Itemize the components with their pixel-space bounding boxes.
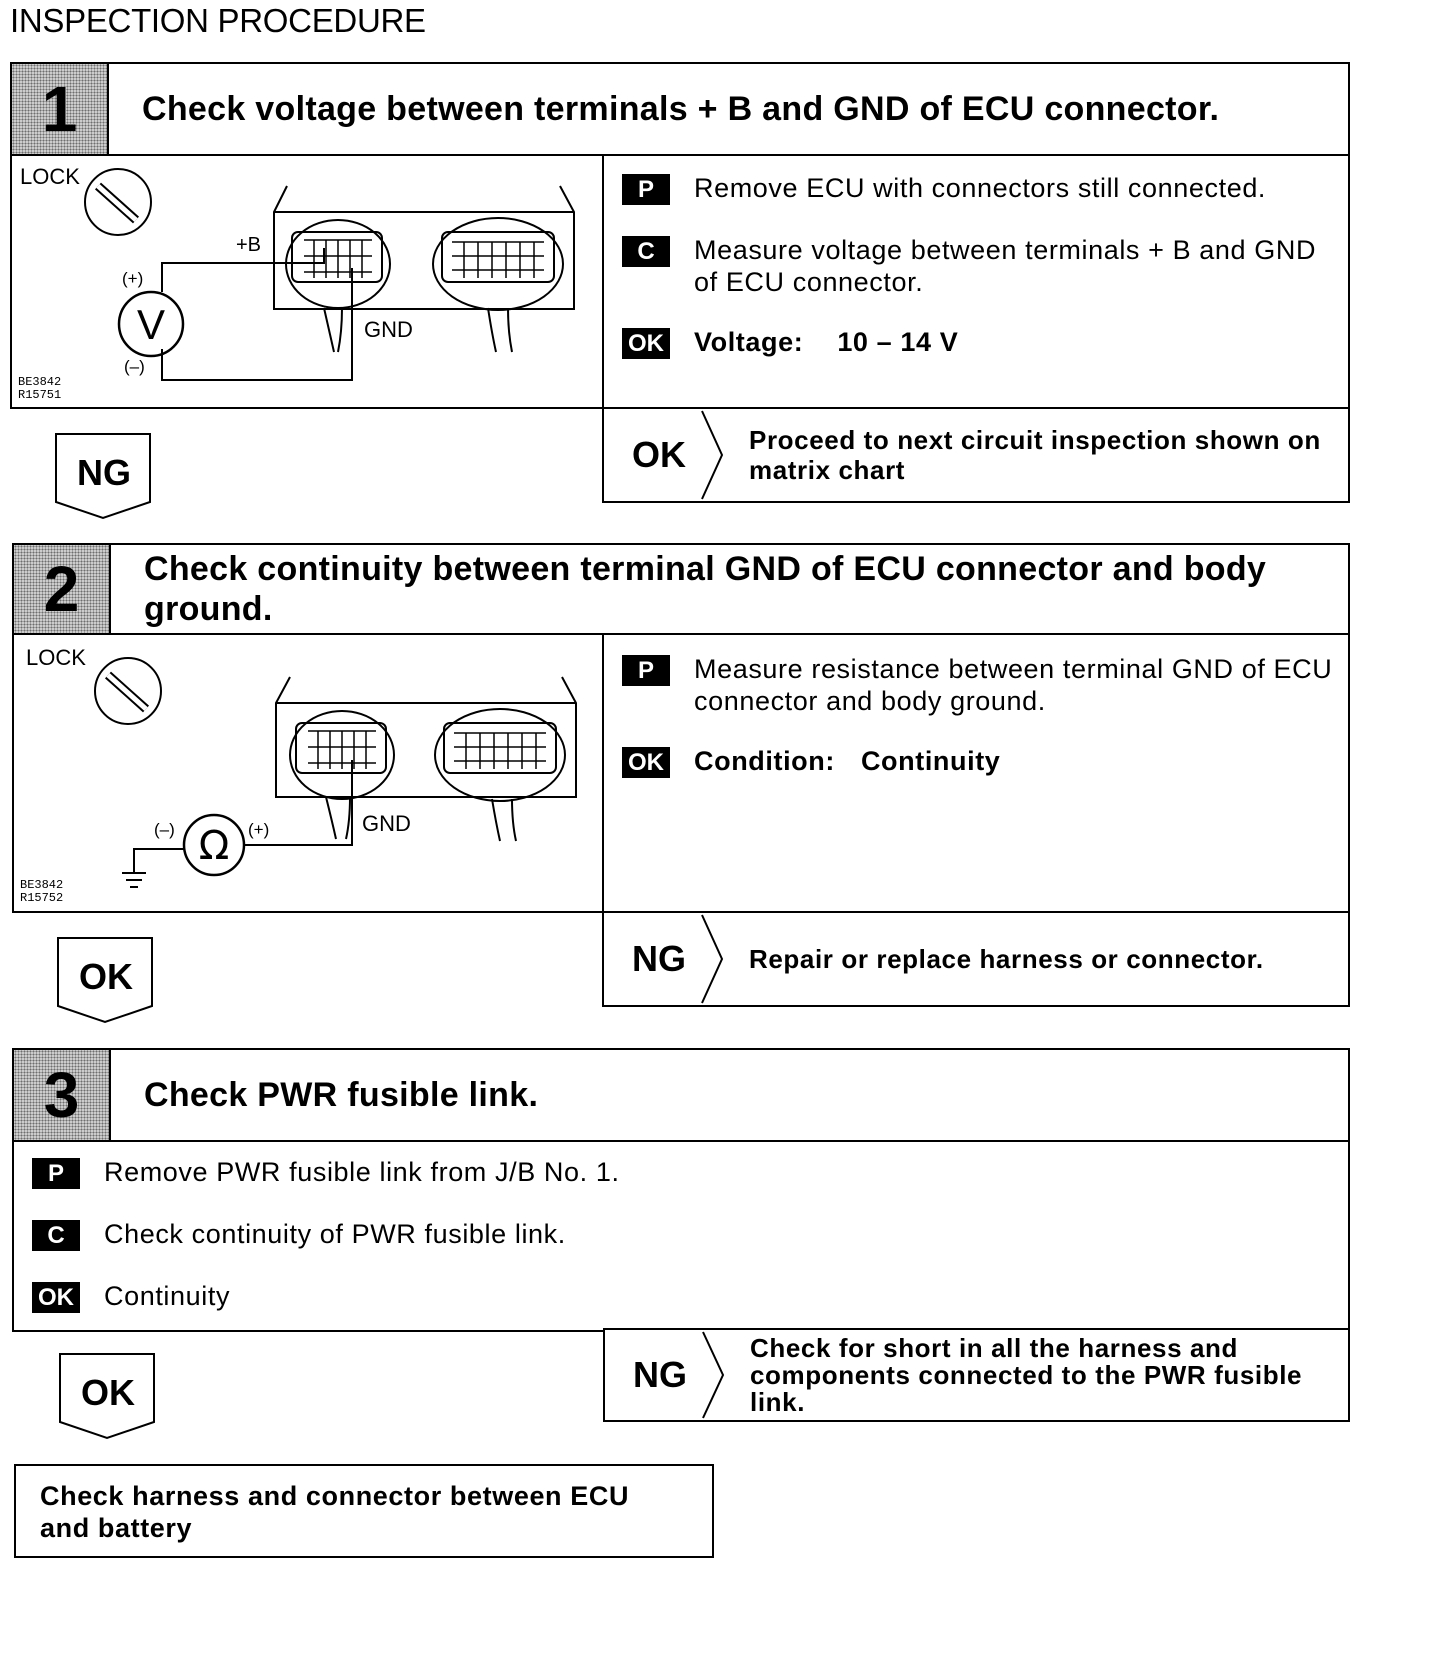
- step-3-title: Check PWR fusible link.: [144, 1076, 539, 1114]
- step-1-row-p-text: Remove ECU with connectors still connected.: [694, 173, 1267, 203]
- step-2-badge-ok: OK: [622, 747, 670, 778]
- step-1-next-label: NG: [77, 452, 131, 493]
- step-3-number: 3: [14, 1050, 111, 1140]
- step-2-condition-value: Continuity: [860, 746, 1001, 776]
- step-3-row-p: [32, 1156, 1338, 1189]
- step-1-voltage-label: Voltage:: [694, 327, 804, 357]
- step-3-header: [12, 1048, 1350, 1142]
- step-1-voltage-value: 10 – 14 V: [837, 327, 959, 357]
- final-action-text: Check harness and connector between ECU and battery: [40, 1481, 630, 1543]
- step-3-instructions: [12, 1142, 1350, 1332]
- step-2-ok-flow: [56, 936, 156, 1026]
- step-1-instructions: [602, 156, 1350, 409]
- step-1-number: 1: [12, 64, 109, 154]
- step-1-plus-label: (+): [122, 269, 144, 288]
- step-1-result-ok: [602, 407, 1350, 503]
- step-1-badge-p: P: [622, 174, 670, 205]
- step-3-badge-ok: OK: [32, 1282, 80, 1313]
- step-3-badge-p: P: [32, 1158, 80, 1189]
- step-1-ng-flow: [54, 432, 154, 522]
- step-3-row-p-text: Remove PWR fusible link from J/B No. 1.: [104, 1157, 620, 1187]
- step-3-result-text: Check for short in all the harness and components connected to the PWR fusible link.: [750, 1332, 1303, 1417]
- step-3-row-c-text: Check continuity of PWR fusible link.: [104, 1219, 566, 1249]
- step-1-result-label: OK: [632, 434, 686, 475]
- page-title: INSPECTION PROCEDURE: [10, 2, 426, 39]
- step-1-row-c-text: Measure voltage between terminals + B and GND of ECU connector.: [694, 235, 1317, 297]
- step-3-next-label: OK: [81, 1372, 135, 1413]
- step-1-result-arrow: [700, 409, 730, 501]
- step-3-badge-c: C: [32, 1220, 80, 1251]
- step-2-title: Check continuity between terminal GND of ECU connector and body ground.: [144, 550, 1267, 628]
- step-2-row-ok: [622, 745, 1338, 778]
- step-2-terminal-gnd-label: GND: [362, 811, 411, 836]
- step-2-figure: [12, 635, 604, 913]
- step-2-row-p-text: Measure resistance between terminal GND of ECU connector and body ground.: [694, 654, 1333, 716]
- step-1-row-ok: [622, 326, 1338, 359]
- step-1-meter-symbol: V: [136, 301, 166, 348]
- step-3-row-ok-text: Continuity: [104, 1281, 231, 1311]
- step-2-header: [12, 543, 1350, 635]
- step-1-lock-label: LOCK: [20, 164, 80, 189]
- step-2-figure-code-1: BE3842: [20, 878, 64, 892]
- step-3-result-label: NG: [633, 1354, 687, 1395]
- step-1-title: Check voltage between terminals + B and GND of ECU connector.: [142, 90, 1220, 128]
- step-1-row-c: [622, 234, 1338, 298]
- step-1-figure-code-2: R15751: [18, 388, 62, 402]
- step-1-figure: [10, 156, 604, 409]
- step-2-lock-label: LOCK: [26, 645, 86, 670]
- step-2-number: 2: [14, 545, 111, 633]
- step-1-badge-c: C: [622, 236, 670, 267]
- step-2-minus-label: (–): [154, 820, 175, 839]
- step-2-result-ng: [602, 911, 1350, 1007]
- step-2-meter-symbol: Ω: [198, 823, 230, 869]
- final-action-box: [14, 1464, 714, 1558]
- step-1-header: [10, 62, 1350, 156]
- step-1-wiring-diagram: [12, 156, 606, 409]
- step-1-terminal-b-label: +B: [236, 234, 262, 256]
- step-3-ok-flow: [58, 1352, 158, 1442]
- step-3-row-c: [32, 1218, 1338, 1251]
- step-2-result-label: NG: [632, 938, 686, 979]
- step-2-result-arrow: [700, 913, 730, 1005]
- step-1-figure-code-1: BE3842: [18, 375, 62, 389]
- step-1-row-p: [622, 172, 1338, 205]
- step-2-condition-label: Condition:: [694, 746, 835, 776]
- step-2-result-text: Repair or replace harness or connector.: [749, 944, 1264, 974]
- step-1-terminal-gnd-label: GND: [364, 317, 413, 342]
- step-1-badge-ok: OK: [622, 328, 670, 359]
- step-2-row-p: [622, 653, 1338, 717]
- step-3-result-arrow: [701, 1330, 731, 1420]
- step-2-wiring-diagram: [14, 635, 606, 913]
- step-2-instructions: [602, 635, 1350, 913]
- step-3-result-ng: [603, 1328, 1350, 1422]
- step-2-badge-p: P: [622, 655, 670, 686]
- step-2-next-label: OK: [79, 956, 133, 997]
- step-2-figure-code-2: R15752: [20, 891, 64, 905]
- step-1-minus-label: (–): [124, 357, 145, 376]
- step-1-result-text: Proceed to next circuit inspection shown on matrix chart: [749, 425, 1321, 485]
- step-3-row-ok: [32, 1280, 1338, 1313]
- step-2-plus-label: (+): [248, 820, 270, 839]
